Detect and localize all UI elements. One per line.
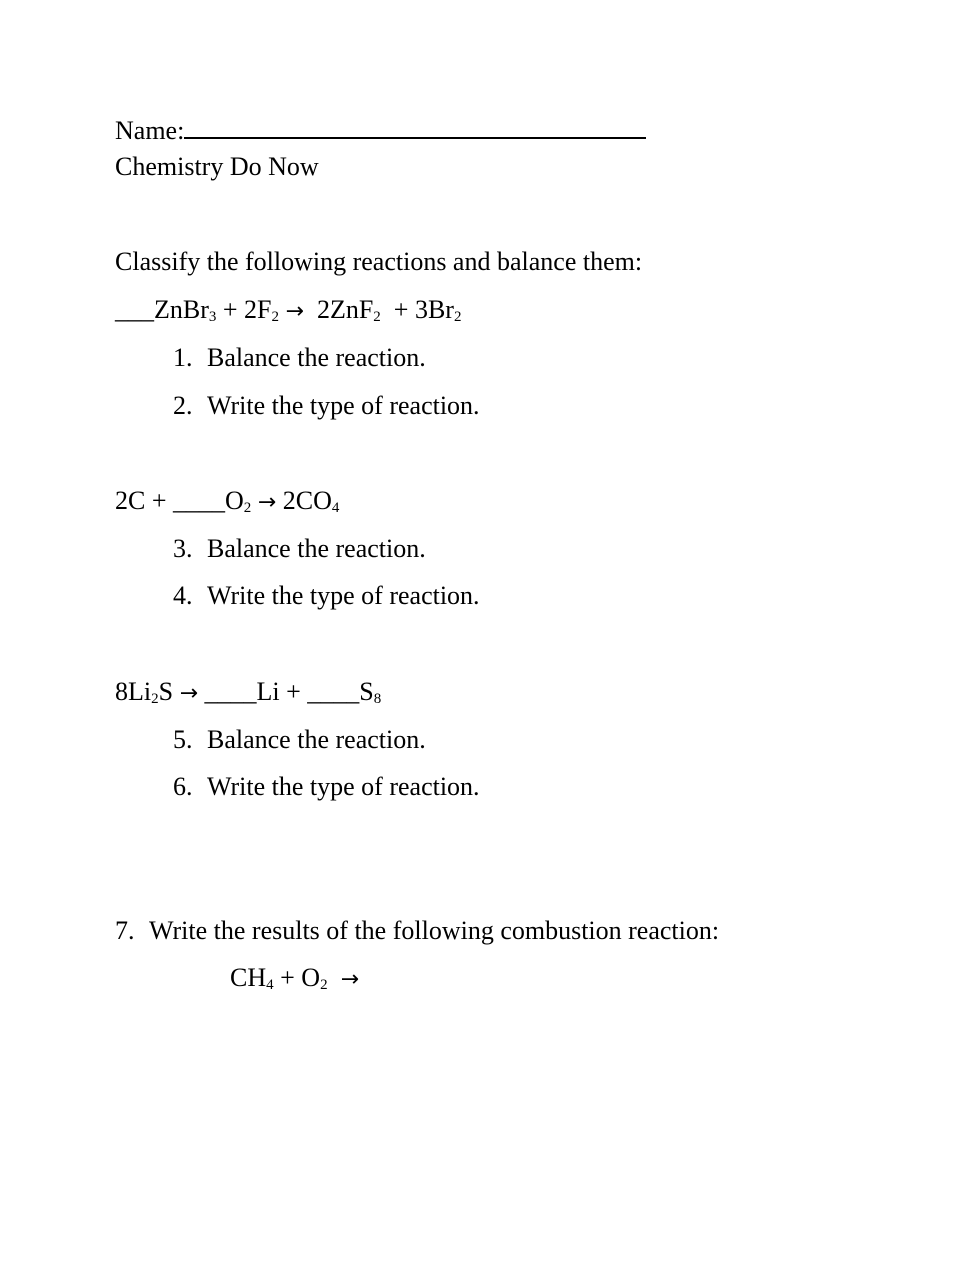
question-text: Write the results of the following combustion reaction: (149, 916, 720, 945)
subscript: 3 (208, 309, 217, 325)
name-blank[interactable] (184, 136, 646, 139)
question-text: Balance the reaction. (207, 534, 426, 563)
reaction-3-product-2: S (359, 677, 374, 706)
reaction-1-product-2: + 3Br (393, 295, 454, 324)
reaction-1-blank[interactable]: ___ (115, 295, 154, 324)
combustion-reactant-2: + O (273, 963, 321, 992)
question-number: 1. (173, 343, 193, 372)
question-text: Write the type of reaction. (207, 772, 480, 801)
question-item (173, 727, 426, 753)
subscript: 2 (453, 309, 462, 325)
reaction-3-equation (115, 679, 381, 705)
reaction-1-product-1: 2ZnF (316, 295, 374, 324)
question-item (173, 393, 480, 419)
subscript: 2 (243, 500, 252, 516)
subscript: 4 (266, 977, 274, 993)
question-number: 3. (173, 534, 193, 563)
combustion-reactant-1: CH (230, 963, 267, 992)
question-7 (115, 918, 719, 944)
reaction-2-product: 2CO (282, 486, 332, 515)
question-text: Balance the reaction. (207, 343, 426, 372)
question-text: Write the type of reaction. (207, 391, 480, 420)
reaction-2-blank[interactable]: ____ (173, 486, 226, 515)
subscript: 4 (331, 500, 340, 516)
combustion-equation (230, 965, 359, 991)
question-item (173, 536, 426, 562)
subscript: 2 (373, 309, 381, 325)
reaction-3-blank-2[interactable]: ____ (307, 677, 360, 706)
question-item (173, 345, 426, 371)
subscript: 2 (151, 691, 159, 707)
instructions: Classify the following reactions and balance them: (115, 247, 643, 276)
subscript: 8 (373, 691, 382, 707)
name-label: Name: (115, 116, 185, 145)
reaction-3-product-1: Li + (256, 677, 308, 706)
question-text: Write the type of reaction. (207, 581, 480, 610)
reaction-arrow-icon: → (179, 681, 199, 706)
subscript: 2 (271, 309, 280, 325)
reaction-1-reactant-2: + 2F (216, 295, 272, 324)
reaction-2-reactant-2: O (225, 486, 244, 515)
reaction-arrow-icon: → (340, 967, 360, 992)
page-title: Chemistry Do Now (115, 152, 319, 181)
question-number: 5. (173, 725, 193, 754)
reaction-arrow-icon: → (257, 490, 277, 515)
reaction-arrow-icon: → (285, 299, 304, 324)
question-item (173, 774, 480, 800)
reaction-2-reactant-1: 2C + (115, 486, 174, 515)
reaction-3-reactant-s: S (158, 677, 180, 706)
question-number: 4. (173, 581, 193, 610)
reaction-1-equation (115, 297, 461, 323)
question-item (173, 583, 480, 609)
subscript: 2 (320, 977, 328, 993)
reaction-3-reactant: 8Li (115, 677, 152, 706)
question-number: 7. (115, 916, 135, 945)
reaction-3-blank-1[interactable]: ____ (204, 677, 257, 706)
name-field-row (115, 118, 646, 144)
question-text: Balance the reaction. (207, 725, 426, 754)
question-number: 6. (173, 772, 193, 801)
reaction-1-reactant-1: ZnBr (154, 295, 209, 324)
question-number: 2. (173, 391, 193, 420)
reaction-2-equation (115, 488, 339, 514)
